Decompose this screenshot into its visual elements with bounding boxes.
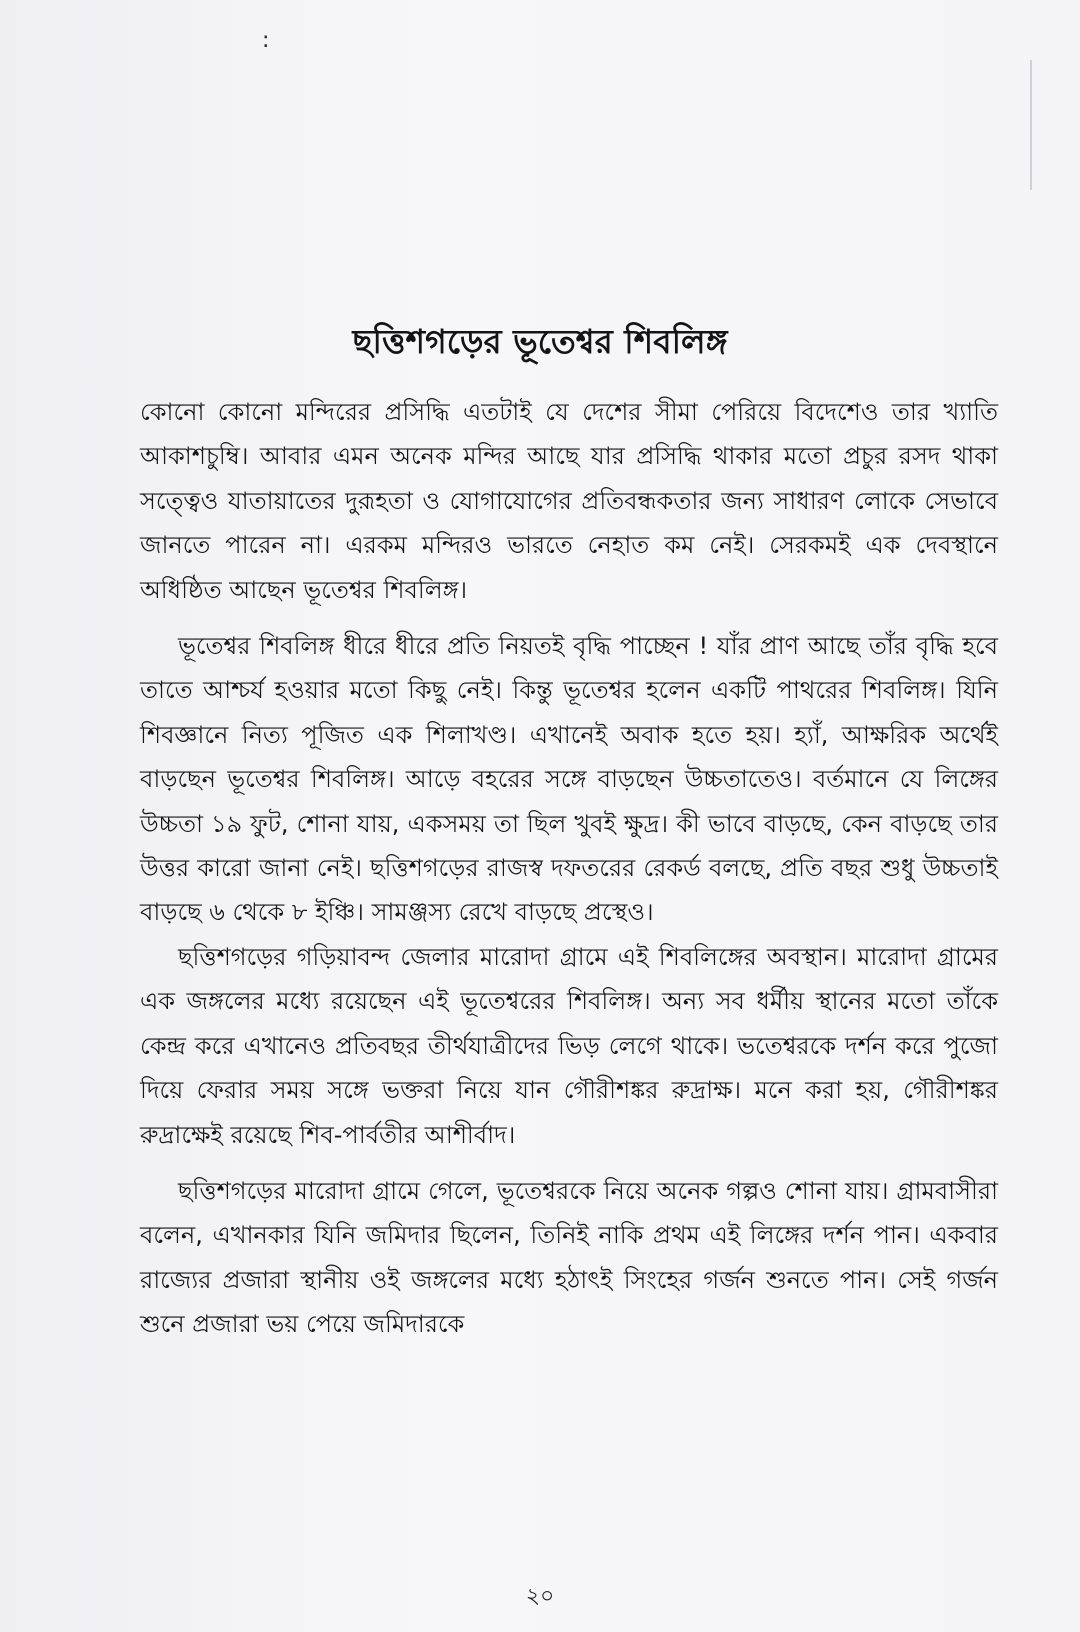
paragraph-1: কোনো কোনো মন্দিরের প্রসিদ্ধি এতটাই যে দেশের সীমা পেরিয়ে বিদেশেও তার খ্যাতি আকাশচুম্বি। আবার এমন অনেক মন্দির আছে যার প্রসিদ্ধি থাকার মতো প্রচুর রসদ থাকা সত্ত্বেও যাতায়াতের দুরূহতা ও যোগাযোগের প্রতিবন্ধকতার জন্য সাধারণ লোকে সেভাবে জানতে পারেন না। এরকম মন্দিরও ভারতে নেহাত কম নেই। সেরকমই এক দেবস্থানে অধিষ্ঠিত আছেন ভূতেশ্বর শিবলিঙ্গ। bbox=[140, 398, 998, 604]
page-edge-mark bbox=[1030, 60, 1032, 190]
paragraph-3: ছত্তিশগড়ের গড়িয়াবন্দ জেলার মারোদা গ্রামে এই শিবলিঙ্গের অবস্থান। মারোদা গ্রামের এক জঙ্গলের মধ্যে রয়েছেন এই ভূতেশ্বরের শিবলিঙ্গ। অন্য সব ধর্মীয় স্থানের মতো তাঁকে কেন্দ্র করে এখানেও প্রতিবছর তীর্থযাত্রীদের ভিড় লেগে থাকে। ভতেশ্বরকে দর্শন করে পুজো দিয়ে ফেরার সময় সঙ্গে ভক্তরা নিয়ে যান গৌরীশঙ্কর রুদ্রাক্ষ। মনে করা হয়, গৌরীশঙ্কর রুদ্রাক্ষেই রয়েছে শিব-পার্বতীর আশীর্বাদ। bbox=[140, 942, 998, 1149]
print-speck: : bbox=[262, 28, 270, 53]
paragraph-4: ছত্তিশগড়ের মারোদা গ্রামে গেলে, ভূতেশ্বরকে নিয়ে অনেক গল্পও শোনা যায়। গ্রামবাসীরা বলেন, এখানকার যিনি জমিদার ছিলেন, তিনিই নাকি প্রথম এই লিঙ্গের দর্শন পান। একবার রাজ্যের প্রজারা স্থানীয় ওই জঙ্গলের মধ্যে হঠাৎই সিংহের গর্জন শুনতে পান। সেই গর্জন শুনে প্রজারা ভয় পেয়ে জমিদারকে bbox=[140, 1176, 998, 1339]
body-text bbox=[140, 390, 998, 1347]
chapter-title: ছত্তিশগড়ের ভূতেশ্বর শিবলিঙ্গ bbox=[352, 322, 728, 361]
page-number: ২০ bbox=[525, 1584, 555, 1609]
paragraph-2: ভূতেশ্বর শিবলিঙ্গ ধীরে ধীরে প্রতি নিয়তই বৃদ্ধি পাচ্ছেন ! যাঁর প্রাণ আছে তাঁর বৃদ্ধি হবে তাতে আশ্চর্য হওয়ার মতো কিছু নেই। কিন্তু ভূতেশ্বর হলেন একটি পাথরের শিবলিঙ্গ। যিনি শিবজ্ঞানে নিত্য পূজিত এক শিলাখণ্ড। এখানেই অবাক হতে হয়। হ্যাঁ, আক্ষরিক অর্থেই বাড়ছেন ভূতেশ্বর শিবলিঙ্গ। আড়ে বহরের সঙ্গে বাড়ছেন উচ্চতাতেও। বর্তমানে যে লিঙ্গের উচ্চতা ১৯ ফুট, শোনা যায়, একসময় তা ছিল খুবই ক্ষুদ্র। কী ভাবে বাড়ছে, কেন বাড়ছে তার উত্তর কারো জানা নেই। ছত্তিশগড়ের রাজস্ব দফতরের রেকর্ড বলছে, প্রতি বছর শুধু উচ্চতাই বাড়ছে ৬ থেকে ৮ ইঞ্চি। সামঞ্জস্য রেখে বাড়ছে প্রস্থেও। bbox=[140, 632, 998, 927]
